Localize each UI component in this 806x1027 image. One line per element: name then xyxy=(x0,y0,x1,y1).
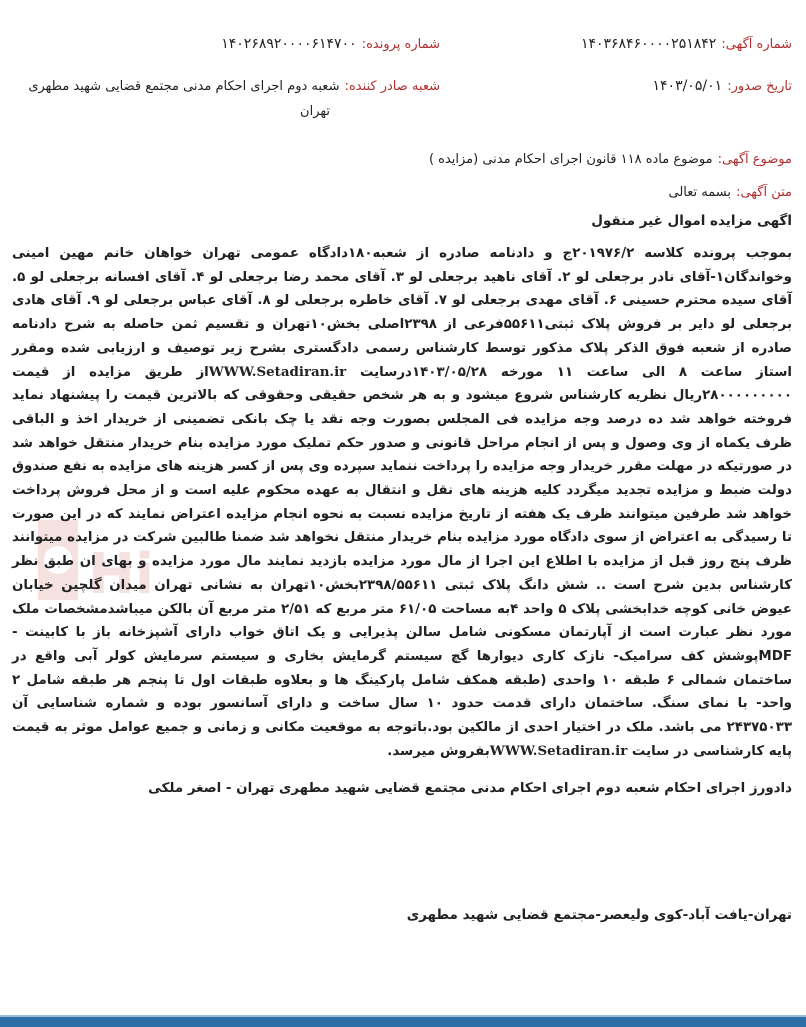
signature: دادورز اجرای احکام شعبه دوم اجرای احکام مدنی مجتمع قضایی شهید مطهری تهران - اصغر ملکی xyxy=(148,781,792,797)
address: تهران-یافت آباد-کوی ولیعصر-مجتمع قضایی شهید مطهری xyxy=(406,907,792,923)
subject-label: موضوع آگهی: xyxy=(717,152,792,167)
issuing-branch-value-line2: تهران xyxy=(300,104,330,119)
footer-bar xyxy=(0,1017,806,1027)
issuing-branch xyxy=(15,75,440,119)
subject-value: موضوع ماده ۱۱۸ قانون اجرای احکام مدنی (مزایده ) xyxy=(428,152,713,167)
body-paragraph-part3: بفروش میرسد. xyxy=(387,743,490,759)
notice-number-label: شماره آگهی: xyxy=(721,37,792,52)
case-number-label: شماره پرونده: xyxy=(361,37,440,52)
auction-heading: اگهی مزایده اموال غیر منقول xyxy=(591,213,792,229)
watermark-text: Hi xyxy=(88,542,155,607)
issuing-branch-label: شعبه صادر کننده: xyxy=(344,79,440,94)
issuing-branch-value: شعبه دوم اجرای احکام مدنی مجتمع قضایی شهید مطهری xyxy=(28,79,340,94)
auction-body xyxy=(12,242,792,801)
issue-date-label: تاریخ صدور: xyxy=(727,79,792,94)
issue-date xyxy=(653,75,792,94)
website-link-1[interactable]: WWW.Setadiran.ir xyxy=(208,363,347,380)
notice-text-label: متن آگهی: xyxy=(736,185,792,200)
case-number-value: ۱۴۰۲۶۸۹۲۰۰۰۰۶۱۴۷۰۰ xyxy=(221,36,357,52)
notice-number-value: ۱۴۰۳۶۸۴۶۰۰۰۰۲۵۱۸۴۲ xyxy=(580,36,717,52)
issue-date-value: ۱۴۰۳/۰۵/۰۱ xyxy=(652,78,723,94)
notice-text-value: بسمه تعالی xyxy=(668,185,731,200)
case-number xyxy=(221,33,440,52)
subject xyxy=(429,148,792,167)
notice-text xyxy=(668,181,792,200)
website-link-2[interactable]: WWW.Setadiran.ir xyxy=(489,742,628,759)
notice-number xyxy=(581,33,792,52)
body-paragraph-part1: بموجب پرونده کلاسه ۲۰۱۹۷۶/۲ج و دادنامه صادره از شعبه۱۸۰دادگاه عمومی تهران خواهان خانم مهین امینی وخواندگان۱-آقای نادر برجعلی لو ۲. آقای ناهید برجعلی لو ۳. آقای محمد رضا برجعلی لو ۴. آقای افسانه برجعلی لو ۵. آقای سیده محترم حسینی ۶. آقای مهدی برجعلی لو ۷. آقای خاطره برجعلی لو ۸. آقای عباس برجعلی لو ۹. آقای هادی برجعلی لو دایر بر فروش پلاک ثبتی۵۵۶۱۱فرعی از ۲۳۹۸اصلی بخش۱۰تهران و تقسیم ثمن حاصله به شرح دادنامه صادره از شعبه فوق الذکر پلاک مذکور توسط کارشناس رسمی دادگستری بشرح زیر توصیف و ارزیابی شده ومقرر استاز ساعت ۸ الی ساعت ۱۱ مورخه ۱۴۰۳/۰۵/۲۸درسایت xyxy=(12,246,793,380)
body-paragraph-part2: از طریق مزایده از قیمت ۲۸۰۰۰۰۰۰۰۰۰ریال نظریه کارشناس شروع میشود و به هر شخص حقیقی وحقوقی که بالاترین قیمت را پیشنهاد نماید فروخته خواهد شد ده درصد وجه مزایده فی المجلس بصورت وجه نقد یا چک بانکی تضمینی از خریدار اخذ و الباقی ظرف یکماه از وی وصول و پس از انجام مراحل قانونی و صدور حکم تملیک مورد مزایده بنام خریدار منتقل خواهد شد در صورتیکه در مهلت مقرر خریدار وجه مزایده را پرداخت ننماید سپرده وی پس از کسر هزینه های مزایده به نفع صندوق دولت ضبط و مزایده تجدید میگردد کلیه هزینه های نقل و انتقال به عهده محکوم علیه است و از محل فروش پرداخت خواهد شد طرفین میتوانند ظرف یک هفته از تاریخ مزایده نسبت به نحوه انجام مزایده اعتراض نمایند که در این صورت تا رسیدگی به اعتراض از سوی دادگاه مورد مزایده بنام خریدار منتقل نخواهد شد ضمنا طالبین شرکت در مزایده میتوانند ظرف پنج روز قبل از مزایده با اطلاع این اجرا از مال مورد مزایده بازدید نمایند مال مورد مزایده و بهای ان طبق نظر کارشناس بدین شرح است .. شش دانگ پلاک ثبتی ۲۳۹۸/۵۵۶۱۱بخش۱۰تهران به نشانی تهران میدان گلچین خیابان عیوض خانی کوچه خدابخشی پلاک ۵ واحد ۴به مساحت ۶۱/۰۵ متر مربع که ۲/۵۱ متر مربع آن بالکن میباشدمشخصات ملک مورد نظر عبارت است از آپارتمان مسکونی شامل سالن پذیرایی و یک اتاق خواب دارای آشپزخانه باز با کابینت -MDFپوشش کف سرامیک- نازک کاری دیوارها گچ سیستم گرمایش بخاری و سیستم سرمایش کولر آبی واقع در ساختمان شمالی ۶ طبقه ۱۰ واحدی (طبقه همکف شامل پارکینگ ها و بعلاوه طبقات اول تا پنجم هر طبقه شامل ۲ واحد- با نمای سنگ. ساختمان دارای قدمت حدود ۱۰ سال ساخت و دارای آسانسور بوده و شماره شناسایی آن ۲۴۳۷۵۰۳۳ می باشد. ملک در اختیار احدی از مالکین بود.باتوجه به موقعیت مکانی و زمانی و جمیع عوامل موثر به قیمت پایه کارشناسی در سایت xyxy=(12,364,793,759)
